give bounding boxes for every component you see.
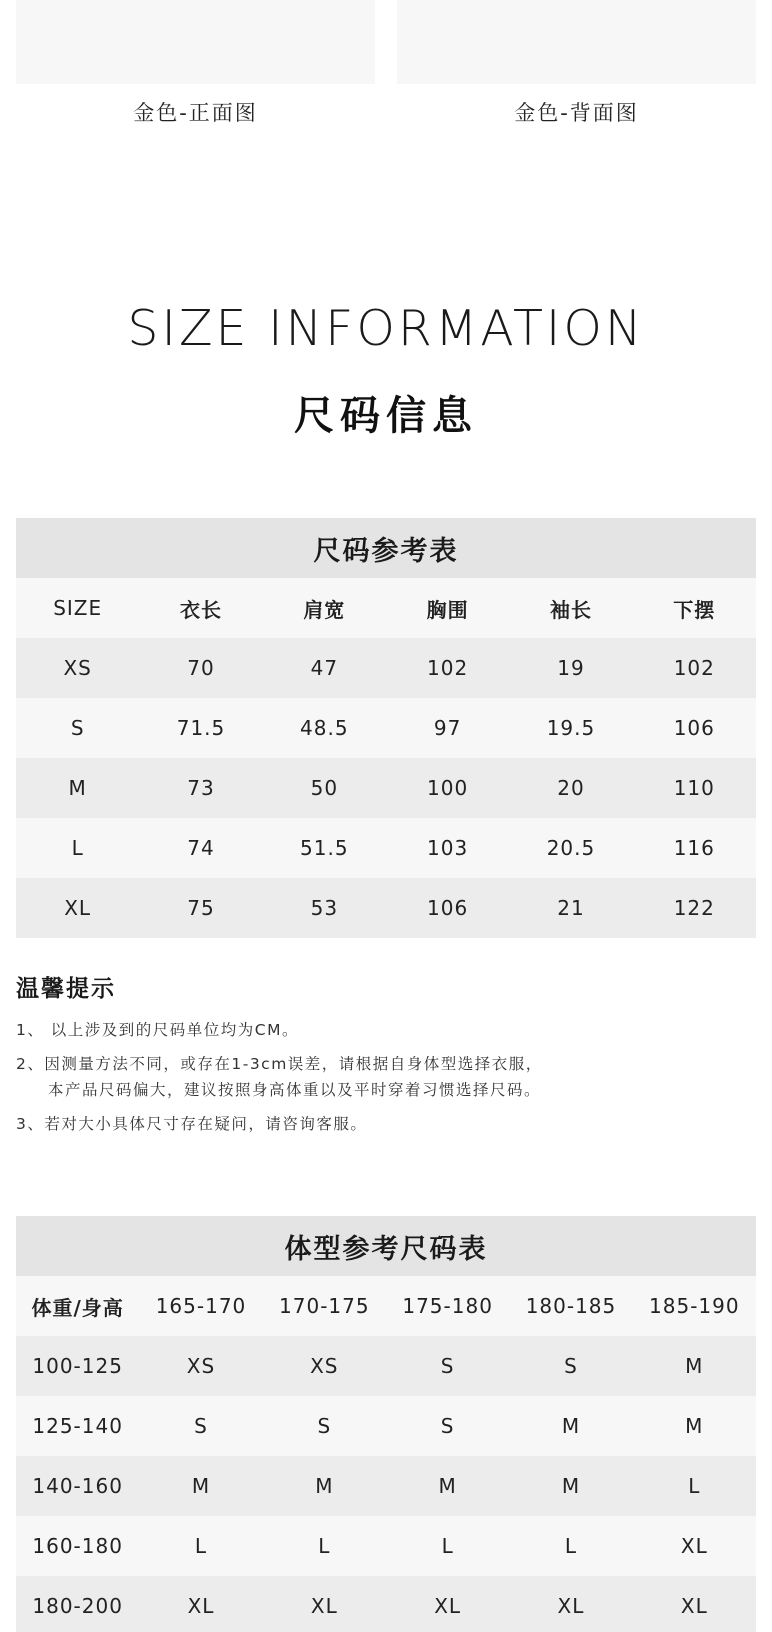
table-cell: XS: [63, 656, 92, 680]
body-header-height: 170-175: [279, 1294, 370, 1318]
tip-line-3: 3、若对大小具体尺寸存在疑问，请咨询客服。: [16, 1115, 368, 1133]
tip-line-1: 1、 以上涉及到的尺码单位均为CM。: [16, 1021, 299, 1039]
table-row: [16, 878, 756, 938]
table-row: [16, 1516, 756, 1576]
size-header-shoulder: 肩宽: [303, 597, 346, 622]
table-row: [16, 1456, 756, 1516]
size-header-length: 衣长: [179, 597, 222, 622]
table-row: [16, 758, 756, 818]
table-cell: M: [438, 1474, 457, 1498]
table-cell: 47: [310, 656, 339, 680]
table-cell: 125-140: [32, 1414, 123, 1438]
table-cell: M: [685, 1354, 704, 1378]
table-cell: 97: [433, 716, 462, 740]
table-cell: 19.5: [546, 716, 596, 740]
table-cell: 116: [673, 836, 715, 860]
table-cell: 180-200: [32, 1594, 123, 1618]
table-cell: XL: [310, 1594, 338, 1618]
table-cell: 19: [557, 656, 585, 680]
tip-line-2a: 2、因测量方法不同，或存在1-3cm误差，请根据自身体型选择衣服，: [16, 1055, 543, 1073]
section-title-zh: 尺码信息: [294, 393, 478, 439]
back-photo-caption: 金色-背面图: [514, 101, 639, 125]
body-header-height: 185-190: [649, 1294, 740, 1318]
table-cell: 48.5: [300, 716, 349, 740]
size-reference-table: [16, 518, 756, 938]
table-cell: 100: [427, 776, 469, 800]
body-header-height: 175-180: [402, 1294, 493, 1318]
front-photo: [16, 0, 375, 84]
size-header-size: SIZE: [53, 596, 103, 620]
tip-line-2b: 本产品尺码偏大，建议按照身高体重以及平时穿着习惯选择尺码。: [48, 1081, 542, 1099]
table-cell: L: [441, 1534, 454, 1558]
table-cell: 103: [427, 836, 469, 860]
table-cell: XL: [434, 1594, 462, 1618]
table-row: [16, 698, 756, 758]
table-row: [16, 1396, 756, 1456]
section-title-en: SIZE INFORMATION: [127, 300, 645, 357]
table-cell: M: [561, 1474, 581, 1498]
table-cell: 74: [187, 836, 215, 860]
size-header-hem: 下摆: [673, 597, 716, 622]
table-cell: XL: [64, 896, 92, 920]
front-photo-caption: 金色-正面图: [133, 101, 258, 125]
table-cell: 50: [310, 776, 339, 800]
table-cell: L: [71, 836, 84, 860]
table-cell: S: [194, 1414, 208, 1438]
table-cell: 75: [187, 896, 215, 920]
table-cell: M: [685, 1414, 704, 1438]
tips-title: 温馨提示: [16, 976, 116, 1002]
table-cell: 106: [427, 896, 469, 920]
body-header-weight-height: 体重/身高: [31, 1295, 124, 1320]
table-cell: S: [317, 1414, 332, 1438]
table-cell: M: [315, 1474, 334, 1498]
table-cell: 110: [673, 776, 715, 800]
table-row: [16, 818, 756, 878]
table-cell: XL: [557, 1594, 585, 1618]
table-cell: L: [194, 1534, 208, 1558]
body-header-height: 165-170: [155, 1294, 247, 1318]
table-cell: 102: [673, 656, 715, 680]
table-cell: S: [440, 1414, 455, 1438]
table-row: [16, 1336, 756, 1396]
table-cell: M: [561, 1414, 581, 1438]
table-cell: 53: [310, 896, 339, 920]
table-cell: XS: [310, 1354, 339, 1378]
table-cell: S: [564, 1354, 578, 1378]
table-cell: M: [68, 776, 87, 800]
table-row: [16, 1576, 756, 1632]
table-cell: 73: [187, 776, 215, 800]
size-header-chest: 胸围: [426, 597, 469, 622]
body-table-title: 体型参考尺码表: [16, 1216, 756, 1276]
table-cell: 21: [557, 896, 585, 920]
table-cell: 140-160: [32, 1474, 123, 1498]
body-type-size-table: [16, 1216, 756, 1632]
table-cell: 100-125: [32, 1354, 123, 1378]
back-photo: [397, 0, 756, 84]
table-cell: 20.5: [546, 836, 596, 860]
table-row: [16, 638, 756, 698]
size-table-title: 尺码参考表: [16, 518, 756, 578]
body-header-height: 180-185: [525, 1294, 617, 1318]
table-cell: 102: [427, 656, 469, 680]
table-cell: S: [70, 716, 85, 740]
table-cell: XL: [187, 1594, 215, 1618]
table-cell: 160-180: [32, 1534, 123, 1558]
table-cell: 122: [673, 896, 715, 920]
table-cell: XS: [186, 1354, 216, 1378]
table-cell: XL: [680, 1534, 708, 1558]
table-cell: XL: [680, 1594, 708, 1618]
table-cell: 20: [557, 776, 585, 800]
size-table-header-row: [16, 578, 756, 638]
table-cell: L: [564, 1534, 578, 1558]
tips-section: [16, 970, 756, 1137]
size-header-sleeve: 袖长: [549, 597, 592, 622]
table-cell: S: [440, 1354, 455, 1378]
table-cell: 70: [187, 656, 215, 680]
table-cell: 51.5: [300, 836, 349, 860]
body-table-header-row: [16, 1276, 756, 1336]
table-cell: 71.5: [176, 716, 226, 740]
table-cell: M: [191, 1474, 211, 1498]
table-cell: L: [688, 1474, 701, 1498]
table-cell: L: [318, 1534, 331, 1558]
table-cell: 106: [673, 716, 715, 740]
